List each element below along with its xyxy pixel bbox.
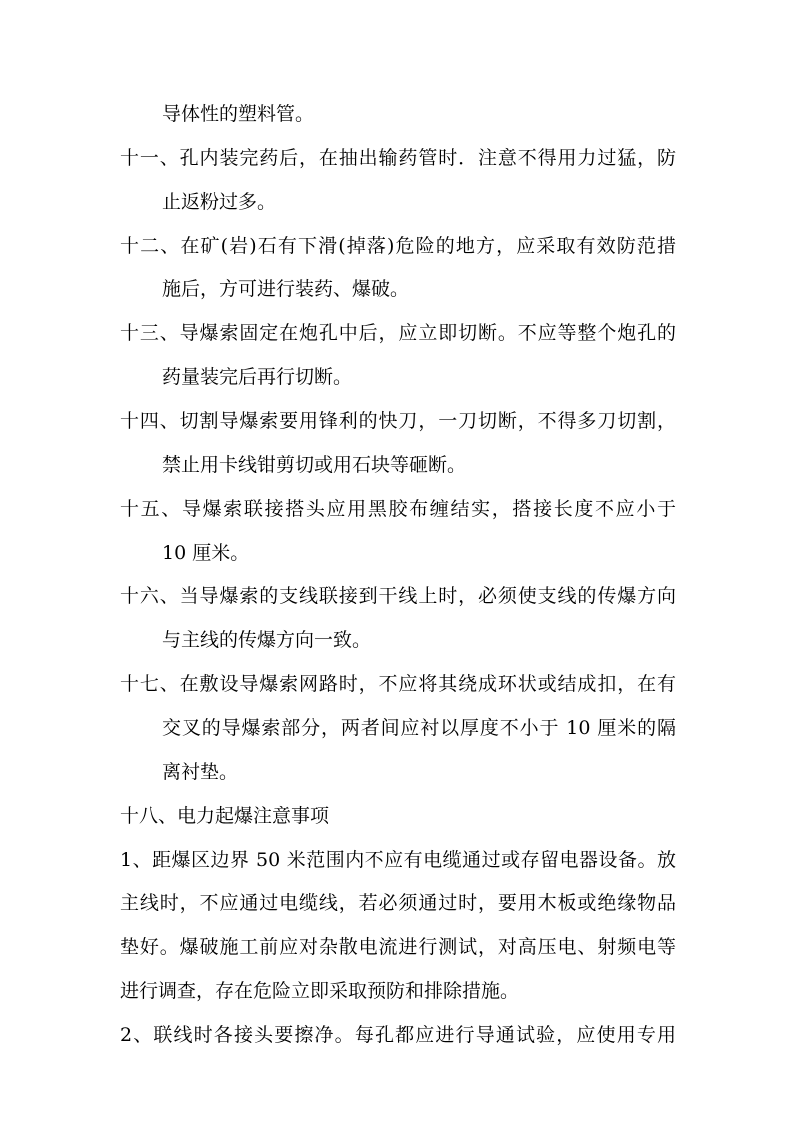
text-line: 十一、孔内装完药后，在抽出输药管时．注意不得用力过猛，防 <box>120 146 676 169</box>
text-line: 进行调查，存在危险立即采取预防和排除措施。 <box>120 980 520 1003</box>
text-line: 交叉的导爆索部分，两者间应衬以厚度不小于 10 厘米的隔 <box>162 717 676 740</box>
text-line: 2、联线时各接头要擦净。每孔都应进行导通试验，应使用专用 <box>120 1024 676 1047</box>
text-line: 药量装完后再行切断。 <box>162 366 353 389</box>
text-line: 与主线的传爆方向一致。 <box>162 629 372 652</box>
text-line: 主线时，不应通过电缆线，若必须通过时，要用木板或绝缘物品 <box>120 892 676 915</box>
text-line: 导体性的塑料管。 <box>162 103 315 125</box>
text-line: 施后，方可进行装药、爆破。 <box>162 278 410 301</box>
text-line: 十七、在敷设导爆索网路时，不应将其绕成环状或结成扣，在有 <box>120 673 676 696</box>
text-line: 离衬垫。 <box>162 760 239 783</box>
text-line: 禁止用卡线钳剪切或用石块等砸断。 <box>162 453 467 476</box>
text-line: 十二、在矿(岩)石有下滑(掉落)危险的地方，应采取有效防范措 <box>120 234 676 257</box>
text-line: 垫好。爆破施工前应对杂散电流进行测试，对高压电、射频电等 <box>120 936 676 959</box>
text-line: 1、距爆区边界 50 米范围内不应有电缆通过或存留电器设备。放 <box>120 848 676 871</box>
text-line: 十六、当导爆索的支线联接到干线上时，必须使支线的传爆方向 <box>120 585 676 608</box>
document-body <box>120 93 676 1058</box>
text-line: 十五、导爆索联接搭头应用黑胶布缠结实，搭接长度不应小于 <box>120 497 676 520</box>
text-line: 止返粉过多。 <box>162 190 277 213</box>
text-line: 10 厘米。 <box>162 541 250 564</box>
text-line: 十三、导爆索固定在炮孔中后，应立即切断。不应等整个炮孔的 <box>120 322 676 345</box>
text-line: 十八、电力起爆注意事项 <box>120 804 330 827</box>
text-line: 十四、切割导爆索要用锋利的快刀，一刀切断，不得多刀切割， <box>120 410 676 433</box>
